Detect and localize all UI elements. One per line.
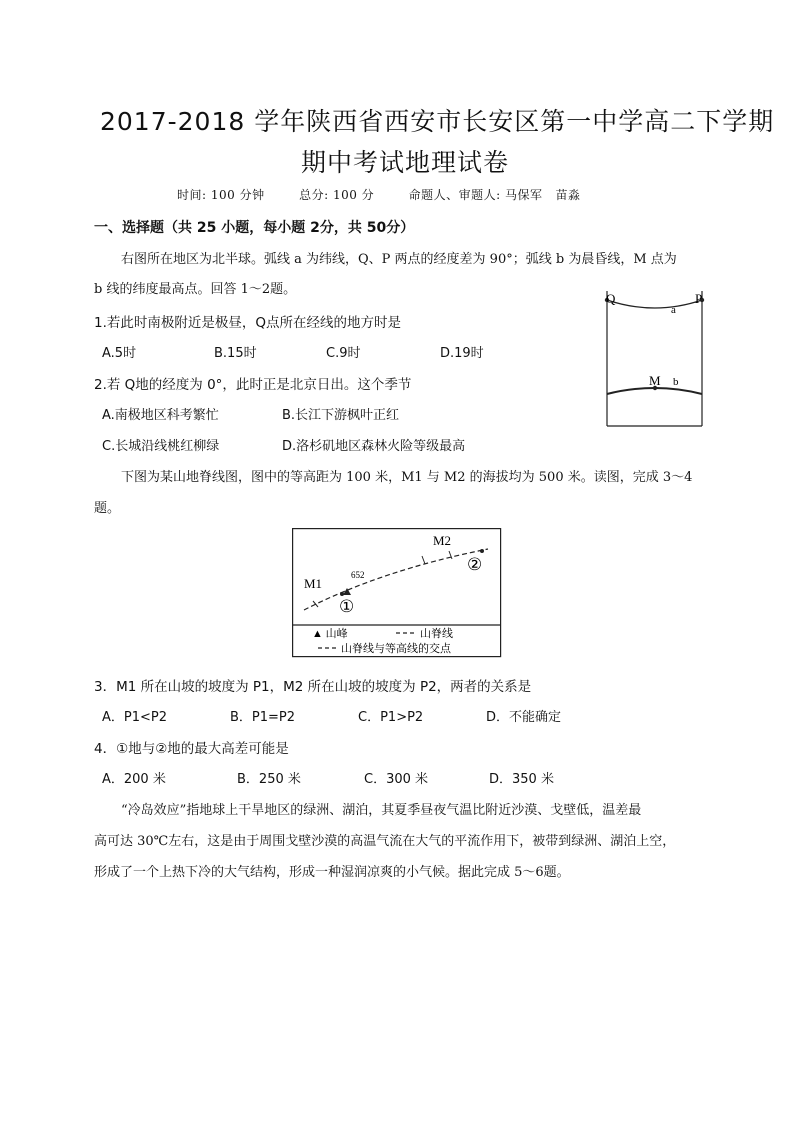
- figure-latitude-terminator: [598, 286, 710, 428]
- question-2-option-c: C.长城沿线桃红柳绿: [102, 439, 220, 454]
- label-p: P: [695, 291, 703, 306]
- legend-intersection: 山脊线与等高线的交点: [341, 643, 451, 655]
- label-m1: M1: [304, 576, 323, 591]
- contour-tick-m1: [313, 601, 318, 607]
- question-3-option-a: A．P1<P2: [102, 710, 168, 725]
- question-1-option-b: B.15时: [214, 346, 257, 361]
- intersection-point-1: [340, 592, 344, 596]
- question-2-stem: 2.若 Q地的经度为 0°，此时正是北京日出。这个季节: [94, 377, 412, 393]
- question-2-option-b: B.长江下游枫叶正红: [282, 408, 400, 423]
- question-1-stem: 1.若此时南极附近是极昼，Q点所在经线的地方时是: [94, 315, 402, 331]
- question-4-stem: 4．①地与②地的最大高差可能是: [94, 741, 289, 757]
- passage3-line2: 高可达 30℃左右，这是由于周围戈壁沙漠的高温气流在大气的平流作用下，被带到绿洲、湖泊上空，: [94, 834, 676, 849]
- passage3-line1: “冷岛效应”指地球上干旱地区的绿洲、湖泊，其夏季昼夜气温比附近沙漠、戈壁低，温差最: [121, 803, 642, 818]
- question-3-stem: 3．M1 所在山坡的坡度为 P1，M2 所在山坡的坡度为 P2，两者的关系是: [94, 679, 532, 695]
- figure-ridge-map: [292, 528, 502, 658]
- contour-tick-1: [422, 556, 425, 564]
- passage2-line1: 下图为某山地脊线图，图中的等高距为 100 米，M1 与 M2 的海拔均为 500 米。读图，完成 3～4: [121, 470, 693, 485]
- legend-peak: ▲ 山峰: [312, 628, 348, 640]
- exam-meta: 时间: 100 分钟 总分: 100 分 命题人、审题人: 马保军 苗淼: [177, 188, 581, 202]
- passage2-line2: 题。: [94, 501, 121, 516]
- label-a: a: [671, 304, 676, 316]
- question-3-option-b: B．P1=P2: [230, 710, 296, 725]
- label-point-1: ①: [339, 597, 355, 616]
- label-m: M: [649, 373, 661, 388]
- question-4-option-a: A．200 米: [102, 772, 166, 787]
- question-1-option-d: D.19时: [440, 346, 484, 361]
- label-elevation-652: 652: [351, 570, 365, 580]
- passage1-line2: b 线的纬度最高点。回答 1～2题。: [94, 282, 297, 297]
- question-4-option-d: D．350 米: [489, 772, 554, 787]
- ridge-line: [304, 549, 488, 610]
- legend-ridge: 山脊线: [420, 628, 453, 640]
- question-1-option-a: A.5时: [102, 346, 137, 361]
- intersection-point-2: [480, 549, 484, 553]
- question-2-option-d: D.洛杉矶地区森林火险等级最高: [282, 439, 466, 454]
- question-4-option-c: C．300 米: [364, 772, 429, 787]
- label-b: b: [673, 376, 679, 388]
- question-3-option-d: D．不能确定: [486, 710, 562, 725]
- exam-title-line2: 期中考试地理试卷: [301, 148, 510, 177]
- question-1-option-c: C.9时: [326, 346, 361, 361]
- passage1-line1: 右图所在地区为北半球。弧线 a 为纬线，Q、P 两点的经度差为 90°；弧线 b 为晨昏线，M 点为: [121, 252, 677, 267]
- label-m2: M2: [433, 533, 452, 548]
- passage3-line3: 形成了一个上热下冷的大气结构，形成一种湿润凉爽的小气候。据此完成 5～6题。: [94, 865, 570, 880]
- question-2-option-a: A.南极地区科考繁忙: [102, 408, 219, 423]
- question-3-option-c: C．P1>P2: [358, 710, 424, 725]
- question-4-option-b: B．250 米: [237, 772, 301, 787]
- section-heading: 一、选择题（共 25 小题，每小题 2分，共 50分）: [94, 220, 415, 236]
- exam-title-line1: 2017-2018 学年陕西省西安市长安区第一中学高二下学期: [100, 107, 775, 136]
- label-point-2: ②: [467, 555, 483, 574]
- arc-a-latitude: [607, 300, 702, 308]
- label-q: Q: [606, 291, 616, 306]
